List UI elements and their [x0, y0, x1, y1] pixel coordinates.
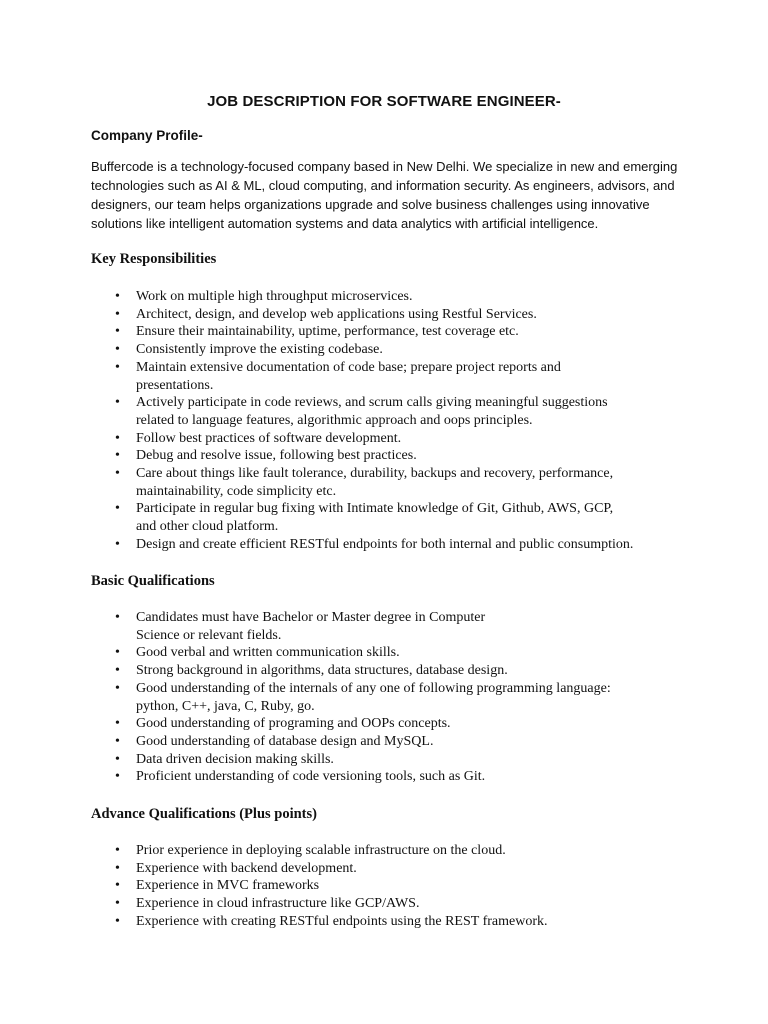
- company-profile-heading: Company Profile-: [91, 128, 203, 143]
- list-item-line: • Architect, design, and develop web applications using Restful Services.: [136, 306, 537, 322]
- list-item: [115, 500, 715, 535]
- company-profile-line: solutions like intelligent automation systems and data analytics with artificial intelligence.: [91, 216, 599, 231]
- list-item-line: • Follow best practices of software development.: [136, 430, 402, 446]
- key-responsibilities-heading: Key Responsibilities: [91, 251, 217, 267]
- list-item-line: Science or relevant fields.: [136, 627, 282, 643]
- key-responsibilities-list: [115, 288, 715, 554]
- list-item-line: • Design and create efficient RESTful endpoints for both internal and public consumption.: [136, 536, 634, 552]
- list-item: [115, 288, 715, 306]
- list-item: [115, 733, 715, 751]
- list-item-line: maintainability, code simplicity etc.: [136, 483, 337, 499]
- basic-qualifications-list: [115, 609, 715, 786]
- list-item: [115, 359, 715, 394]
- list-item-line: • Ensure their maintainability, uptime, performance, test coverage etc.: [136, 324, 519, 340]
- list-item-line: • Data driven decision making skills.: [136, 751, 334, 767]
- list-item-line: presentations.: [136, 377, 214, 393]
- list-item: [115, 877, 715, 895]
- list-item: [115, 323, 715, 341]
- list-item: [115, 715, 715, 733]
- list-item-line: • Good understanding of database design and MySQL.: [136, 733, 434, 749]
- list-item: [115, 465, 715, 500]
- advance-qualifications-heading: Advance Qualifications (Plus points): [91, 806, 317, 822]
- document-title: JOB DESCRIPTION FOR SOFTWARE ENGINEER-: [207, 93, 561, 110]
- list-item-line: • Prior experience in deploying scalable infrastructure on the cloud.: [136, 843, 506, 858]
- list-item: [115, 609, 715, 644]
- list-item-line: and other cloud platform.: [136, 519, 279, 535]
- list-item-line: • Experience with backend development.: [136, 860, 357, 876]
- list-item: [115, 842, 715, 860]
- list-item: [115, 751, 715, 769]
- list-item-line: • Experience with creating RESTful endpoints using the REST framework.: [136, 913, 548, 929]
- company-profile-text: [91, 157, 691, 233]
- list-item: [115, 447, 715, 465]
- advance-qualifications-list: [115, 842, 715, 931]
- company-profile-line: Buffercode is a technology-focused company based in New Delhi. We specialize in new and emerging: [91, 159, 678, 174]
- list-item: [115, 644, 715, 662]
- company-profile-line: technologies such as AI & ML, cloud computing, and information security. As engineers, advisors, and: [91, 178, 675, 193]
- list-item: [115, 430, 715, 448]
- list-item-line: • Good understanding of the internals of any one of following programming language:: [136, 680, 611, 696]
- list-item-line: related to language features, algorithmic approach and oops principles.: [136, 412, 533, 428]
- list-item-line: • Proficient understanding of code versioning tools, such as Git.: [136, 769, 486, 785]
- list-item-line: • Consistently improve the existing codebase.: [136, 342, 383, 358]
- list-item: [115, 341, 715, 359]
- list-item: [115, 860, 715, 878]
- list-item-line: • Experience in MVC frameworks: [136, 878, 320, 894]
- list-item-line: • Work on multiple high throughput microservices.: [136, 289, 413, 304]
- list-item-line: • Debug and resolve issue, following best practices.: [136, 448, 417, 464]
- list-item-line: • Strong background in algorithms, data structures, database design.: [136, 663, 508, 679]
- list-item-line: python, C++, java, C, Ruby, go.: [136, 698, 315, 714]
- list-item-line: • Good verbal and written communication skills.: [136, 645, 400, 661]
- list-item: [115, 913, 715, 931]
- basic-qualifications-heading: Basic Qualifications: [91, 573, 215, 589]
- list-item: [115, 895, 715, 913]
- list-item-line: • Actively participate in code reviews, and scrum calls giving meaningful suggestions: [136, 395, 608, 411]
- list-item-line: • Experience in cloud infrastructure like GCP/AWS.: [136, 896, 420, 912]
- list-item: [115, 680, 715, 715]
- list-item: [115, 768, 715, 786]
- list-item-line: • Good understanding of programing and OOPs concepts.: [136, 716, 451, 732]
- list-item: [115, 662, 715, 680]
- list-item: [115, 394, 715, 429]
- list-item-line: • Care about things like fault tolerance, durability, backups and recovery, performance,: [136, 466, 614, 482]
- list-item-line: • Candidates must have Bachelor or Master degree in Computer: [136, 610, 486, 625]
- list-item: [115, 306, 715, 324]
- list-item-line: • Maintain extensive documentation of code base; prepare project reports and: [136, 359, 561, 375]
- list-item-line: • Participate in regular bug fixing with Intimate knowledge of Git, Github, AWS, GCP,: [136, 501, 614, 517]
- company-profile-line: designers, our team helps organizations upgrade and solve business challenges using innovative: [91, 197, 650, 212]
- list-item: [115, 536, 715, 554]
